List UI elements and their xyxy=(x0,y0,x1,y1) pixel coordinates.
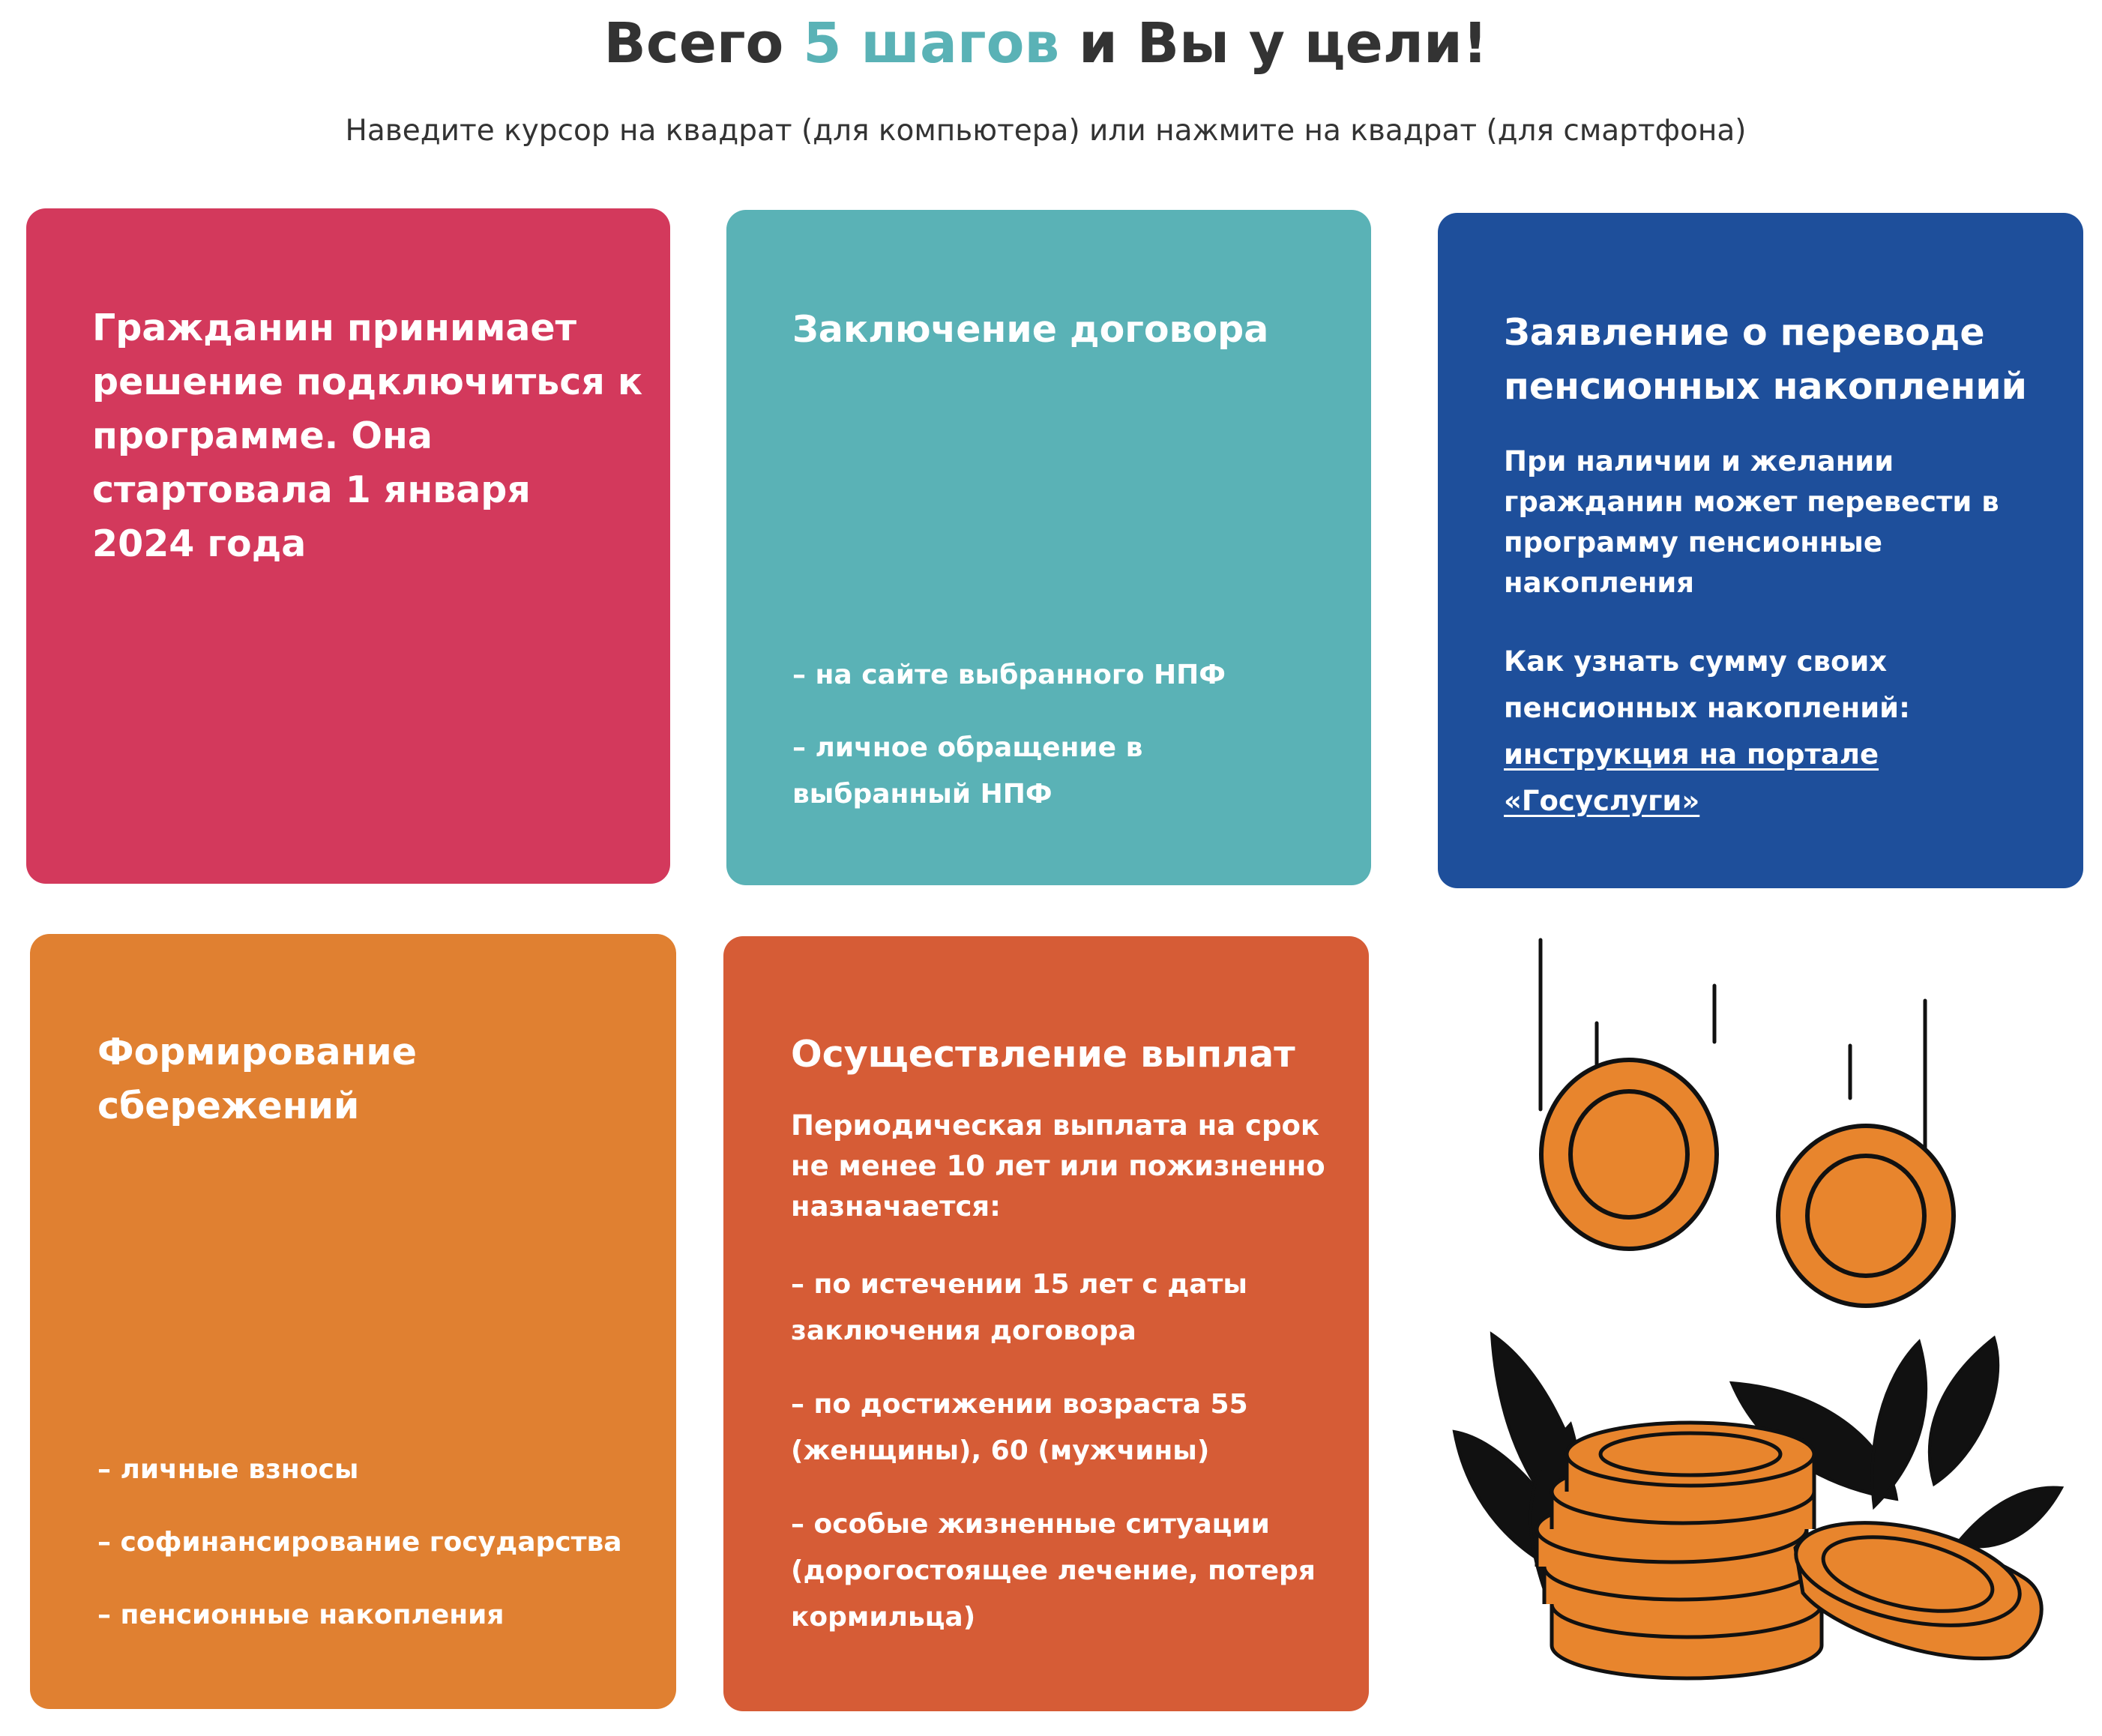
title-start: Всего xyxy=(603,11,804,76)
step-3-text xyxy=(1504,441,1999,603)
step-5-item: (женщины), 60 (мужчины) xyxy=(791,1435,1210,1466)
gosuslugi-link[interactable] xyxy=(1504,732,1879,825)
page-subtitle: Наведите курсор на квадрат (для компьютера) или нажмите на квадрат (для смартфона) xyxy=(345,114,1747,148)
step-2-item: – личное обращение в xyxy=(792,732,1143,763)
step-1-title-line: стартовала 1 января xyxy=(92,468,531,511)
step-3-text-line: При наличии и желании xyxy=(1504,445,1894,477)
gosuslugi-link-line[interactable]: инструкция на портале xyxy=(1504,738,1879,771)
step-3-question-line: Как узнать сумму своих xyxy=(1504,645,1888,678)
step-card-1[interactable] xyxy=(26,208,670,884)
falling-coin-icon xyxy=(1778,1126,1954,1306)
step-5-item: заключения договора xyxy=(791,1315,1136,1346)
step-5-item: – по достижении возраста 55 xyxy=(791,1389,1248,1420)
falling-coin-icon xyxy=(1541,1060,1717,1249)
step-2-item: – на сайте выбранного НПФ xyxy=(792,660,1226,690)
step-3-text-line: накопления xyxy=(1504,567,1695,599)
gosuslugi-link-line[interactable]: «Госуслуги» xyxy=(1504,785,1700,817)
page-title xyxy=(0,1,2092,85)
step-card-5[interactable] xyxy=(723,936,1369,1711)
step-card-3[interactable] xyxy=(1438,213,2083,888)
step-2-item: выбранный НПФ xyxy=(792,779,1052,810)
step-3-question-line: пенсионных накоплений: xyxy=(1504,692,1910,724)
step-3-title-line: Заявление о переводе xyxy=(1504,311,1985,354)
step-4-item: – личные взносы xyxy=(97,1454,359,1485)
step-card-4[interactable] xyxy=(30,934,676,1709)
step-5-text-line: назначается: xyxy=(791,1190,1001,1223)
coins-illustration xyxy=(1409,929,2084,1709)
title-end: и Вы у цели! xyxy=(1059,11,1488,76)
step-4-title xyxy=(97,1025,417,1133)
step-5-text-line: Периодическая выплата на срок xyxy=(791,1109,1320,1142)
step-5-item: (дорогостоящее лечение, потеря xyxy=(791,1555,1316,1586)
step-5-title: Осуществление выплат xyxy=(791,1033,1295,1076)
step-5-item: кормильца) xyxy=(791,1602,976,1633)
step-5-text xyxy=(791,1106,1325,1227)
title-accent: 5 шагов xyxy=(803,11,1060,76)
step-4-title-line: Формирование xyxy=(97,1031,417,1073)
step-card-2[interactable] xyxy=(726,210,1371,885)
step-1-title-line: решение подключиться к xyxy=(92,361,643,403)
step-3-text-line: программу пенсионные xyxy=(1504,526,1882,558)
step-3-question xyxy=(1504,639,1910,732)
step-5-text-line: не менее 10 лет или пожизненно xyxy=(791,1150,1325,1182)
step-1-title xyxy=(92,301,642,571)
step-1-title-line: Гражданин принимает xyxy=(92,307,577,349)
step-4-item: – софинансирование государства xyxy=(97,1527,622,1558)
step-3-text-line: гражданин может перевести в xyxy=(1504,486,1999,518)
step-4-title-line: сбережений xyxy=(97,1085,360,1127)
step-2-title: Заключение договора xyxy=(792,308,1269,351)
step-4-item: – пенсионные накопления xyxy=(97,1600,505,1630)
step-3-title-line: пенсионных накоплений xyxy=(1504,365,2028,408)
step-1-title-line: 2024 года xyxy=(92,522,307,565)
step-5-item: – особые жизненные ситуации xyxy=(791,1509,1270,1540)
step-5-item: – по истечении 15 лет с даты xyxy=(791,1269,1247,1300)
coin-stack-icon xyxy=(1537,1423,1822,1678)
step-3-title xyxy=(1504,306,2027,414)
step-1-title-line: программе. Она xyxy=(92,415,433,457)
